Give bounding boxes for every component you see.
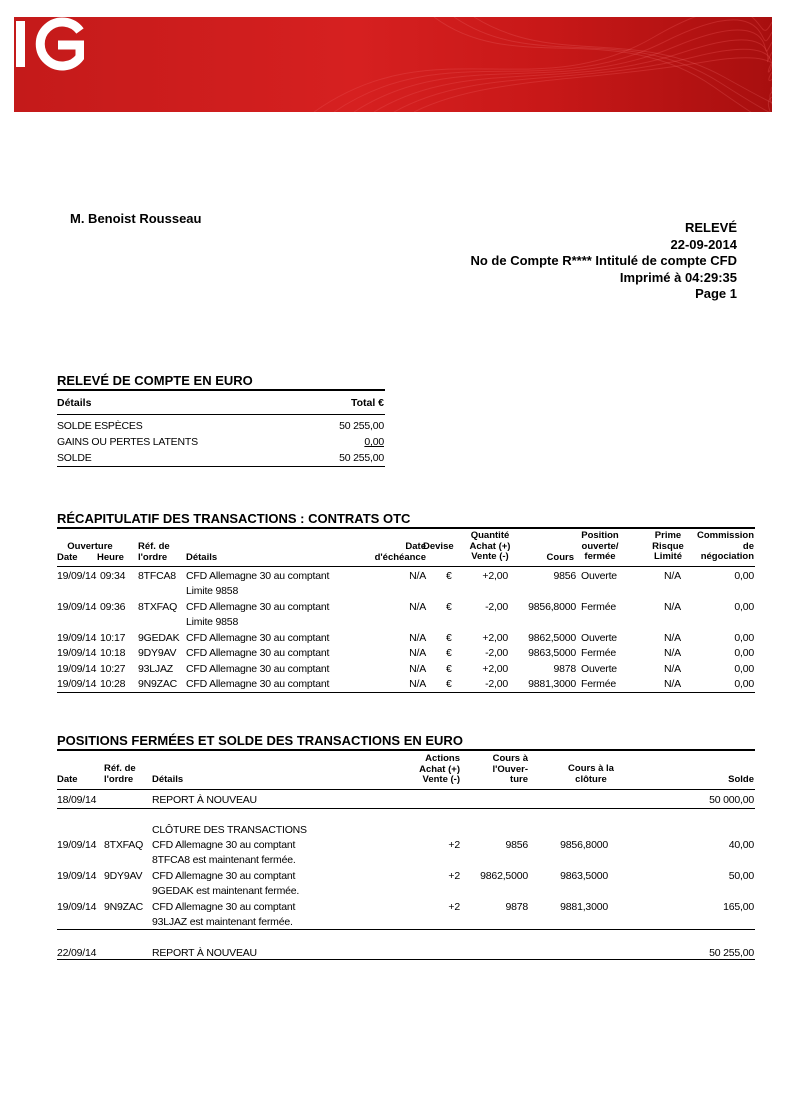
tx-commission: 0,00 <box>734 601 754 613</box>
tx-premium: N/A <box>664 678 681 690</box>
col-ref: Réf. de l'ordre <box>138 541 170 563</box>
col-prime: Prime Risque Limité <box>652 530 684 562</box>
cp-ref: 9N9ZAC <box>104 901 144 913</box>
report-open-date: 18/09/14 <box>57 794 97 806</box>
tx-commission: 0,00 <box>734 647 754 659</box>
col-details: Détails <box>186 552 218 563</box>
cp-open-price: 9862,5000 <box>480 870 528 882</box>
tx-commission: 0,00 <box>734 570 754 582</box>
cp-open-price: 9878 <box>505 901 528 913</box>
account-summary-title: RELEVÉ DE COMPTE EN EURO <box>57 373 253 388</box>
tx-time: 10:27 <box>100 663 126 675</box>
statement-title: RELEVÉ <box>684 220 737 235</box>
tx-ref: 8TXFAQ <box>138 601 178 613</box>
tx-currency: € <box>446 663 452 675</box>
tx-premium: N/A <box>664 570 681 582</box>
tx-expiry: N/A <box>409 647 426 659</box>
tx-quantity: -2,00 <box>485 678 508 690</box>
cp-col-cours-cloture: Cours à la clôture <box>568 763 614 785</box>
cp-ref: 9DY9AV <box>104 870 143 882</box>
report-open-solde: 50 000,00 <box>709 794 754 806</box>
tx-details-limit: Limite 9858 <box>186 616 239 628</box>
tx-price: 9863,5000 <box>528 647 576 659</box>
tx-expiry: N/A <box>409 601 426 613</box>
cp-actions: +2 <box>448 870 460 882</box>
divider <box>57 566 755 567</box>
summary-row-value: 50 255,00 <box>339 452 384 464</box>
cp-col-details: Détails <box>152 774 184 785</box>
report-close-date: 22/09/14 <box>57 947 97 959</box>
page-number: Page 1 <box>695 286 737 301</box>
tx-date: 19/09/14 <box>57 601 97 613</box>
tx-quantity: +2,00 <box>482 632 508 644</box>
cp-col-solde: Solde <box>728 774 754 785</box>
cp-col-actions: Actions Achat (+) Vente (-) <box>419 753 460 785</box>
banner-wave-pattern <box>14 17 772 112</box>
cp-close-price: 9856,8000 <box>560 839 608 851</box>
tx-time: 09:36 <box>100 601 126 613</box>
tx-time: 10:17 <box>100 632 126 644</box>
tx-quantity: -2,00 <box>485 647 508 659</box>
print-time: Imprimé à 04:29:35 <box>619 269 737 285</box>
tx-date: 19/09/14 <box>57 647 97 659</box>
tx-expiry: N/A <box>409 663 426 675</box>
col-date: Date <box>57 552 78 563</box>
cp-actions: +2 <box>448 901 460 913</box>
tx-time: 09:34 <box>100 570 126 582</box>
tx-price: 9856 <box>553 570 576 582</box>
tx-quantity: -2,00 <box>485 601 508 613</box>
tx-ref: 93LJAZ <box>138 663 173 675</box>
cp-details: CFD Allemagne 30 au comptant <box>152 870 296 882</box>
tx-currency: € <box>446 678 452 690</box>
cp-balance: 40,00 <box>728 839 754 851</box>
divider <box>57 929 755 930</box>
cp-balance: 165,00 <box>723 901 754 913</box>
divider <box>57 414 385 415</box>
cp-date: 19/09/14 <box>57 901 97 913</box>
tx-details: CFD Allemagne 30 au comptant <box>186 601 330 613</box>
summary-row-value: 50 255,00 <box>339 420 384 432</box>
tx-ref: 9GEDAK <box>138 632 180 644</box>
report-close-solde: 50 255,00 <box>709 947 754 959</box>
client-name: M. Benoist Rousseau <box>70 211 202 226</box>
header-banner <box>14 17 772 112</box>
col-devise: Devise <box>423 541 454 552</box>
tx-position: Ouverte <box>581 632 617 644</box>
cp-open-price: 9856 <box>505 839 528 851</box>
tx-expiry: N/A <box>409 678 426 690</box>
tx-quantity: +2,00 <box>482 570 508 582</box>
tx-premium: N/A <box>664 647 681 659</box>
tx-commission: 0,00 <box>734 678 754 690</box>
summary-row-label: GAINS OU PERTES LATENTS <box>57 436 198 448</box>
divider <box>57 959 755 960</box>
tx-details-limit: Limite 9858 <box>186 585 239 597</box>
ig-logo <box>14 17 84 72</box>
tx-expiry: N/A <box>409 570 426 582</box>
col-ouverture: Ouverture <box>67 541 113 552</box>
cp-close-price: 9863,5000 <box>560 870 608 882</box>
tx-price: 9856,8000 <box>528 601 576 613</box>
transactions-title: RÉCAPITULATIF DES TRANSACTIONS : CONTRATS OTC <box>57 511 411 526</box>
cp-date: 19/09/14 <box>57 870 97 882</box>
tx-details: CFD Allemagne 30 au comptant <box>186 632 330 644</box>
cp-details: CFD Allemagne 30 au comptant <box>152 839 296 851</box>
summary-row-label: SOLDE <box>57 452 92 464</box>
divider <box>57 527 755 529</box>
tx-position: Ouverte <box>581 570 617 582</box>
cp-col-cours-ouverture: Cours à l'Ouver- ture <box>492 753 528 785</box>
col-quantite: Quantité Achat (+) Vente (-) <box>469 530 511 562</box>
tx-currency: € <box>446 570 452 582</box>
cp-details: CFD Allemagne 30 au comptant <box>152 901 296 913</box>
cloture-label: CLÔTURE DES TRANSACTIONS <box>152 824 307 836</box>
tx-position: Fermée <box>581 678 616 690</box>
tx-position: Fermée <box>581 601 616 613</box>
summary-col-total: Total € <box>350 397 384 409</box>
cp-balance: 50,00 <box>728 870 754 882</box>
statement-date: 22-09-2014 <box>670 236 737 252</box>
cp-col-ref: Réf. de l'ordre <box>104 763 136 785</box>
tx-commission: 0,00 <box>734 632 754 644</box>
tx-position: Fermée <box>581 647 616 659</box>
cp-closed-note: 9GEDAK est maintenant fermée. <box>152 885 300 897</box>
cp-close-price: 9881,3000 <box>560 901 608 913</box>
tx-details: CFD Allemagne 30 au comptant <box>186 570 330 582</box>
tx-details: CFD Allemagne 30 au comptant <box>186 663 330 675</box>
tx-commission: 0,00 <box>734 663 754 675</box>
divider <box>57 749 755 751</box>
cp-col-date: Date <box>57 774 78 785</box>
tx-price: 9881,3000 <box>528 678 576 690</box>
tx-currency: € <box>446 601 452 613</box>
tx-ref: 9N9ZAC <box>138 678 178 690</box>
tx-premium: N/A <box>664 632 681 644</box>
tx-currency: € <box>446 632 452 644</box>
col-echeance: Date d'échéance <box>374 541 426 563</box>
tx-position: Ouverte <box>581 663 617 675</box>
col-commission: Commission de négociation <box>696 530 754 562</box>
statement-header <box>470 220 737 303</box>
tx-expiry: N/A <box>409 632 426 644</box>
divider <box>57 692 755 693</box>
col-heure: Heure <box>97 552 124 563</box>
closed-positions-title: POSITIONS FERMÉES ET SOLDE DES TRANSACTIONS EN EURO <box>57 733 463 748</box>
cp-date: 19/09/14 <box>57 839 97 851</box>
cp-ref: 8TXFAQ <box>104 839 144 851</box>
tx-date: 19/09/14 <box>57 663 97 675</box>
divider <box>57 466 385 467</box>
report-open-label: REPORT À NOUVEAU <box>152 794 257 806</box>
col-cours: Cours <box>546 552 574 563</box>
tx-date: 19/09/14 <box>57 570 97 582</box>
tx-ref: 8TFCA8 <box>138 570 176 582</box>
cp-closed-note: 93LJAZ est maintenant fermée. <box>152 916 293 928</box>
summary-row-label: SOLDE ESPÈCES <box>57 420 143 432</box>
summary-col-details: Détails <box>57 397 92 409</box>
divider <box>57 389 385 391</box>
divider <box>57 789 755 790</box>
tx-price: 9862,5000 <box>528 632 576 644</box>
tx-premium: N/A <box>664 601 681 613</box>
tx-details: CFD Allemagne 30 au comptant <box>186 678 330 690</box>
account-number: No de Compte R**** Intitulé de compte CFD <box>470 253 737 268</box>
tx-quantity: +2,00 <box>482 663 508 675</box>
tx-price: 9878 <box>553 663 576 675</box>
tx-date: 19/09/14 <box>57 678 97 690</box>
tx-time: 10:18 <box>100 647 126 659</box>
tx-date: 19/09/14 <box>57 632 97 644</box>
tx-ref: 9DY9AV <box>138 647 177 659</box>
cp-actions: +2 <box>448 839 460 851</box>
summary-row-value: 0,00 <box>364 436 384 448</box>
tx-time: 10:28 <box>100 678 126 690</box>
divider <box>57 808 755 809</box>
cp-closed-note: 8TFCA8 est maintenant fermée. <box>152 854 296 866</box>
col-position: Position ouverte/ fermée <box>581 530 619 562</box>
tx-premium: N/A <box>664 663 681 675</box>
tx-details: CFD Allemagne 30 au comptant <box>186 647 330 659</box>
report-close-label: REPORT À NOUVEAU <box>152 947 257 959</box>
tx-currency: € <box>446 647 452 659</box>
